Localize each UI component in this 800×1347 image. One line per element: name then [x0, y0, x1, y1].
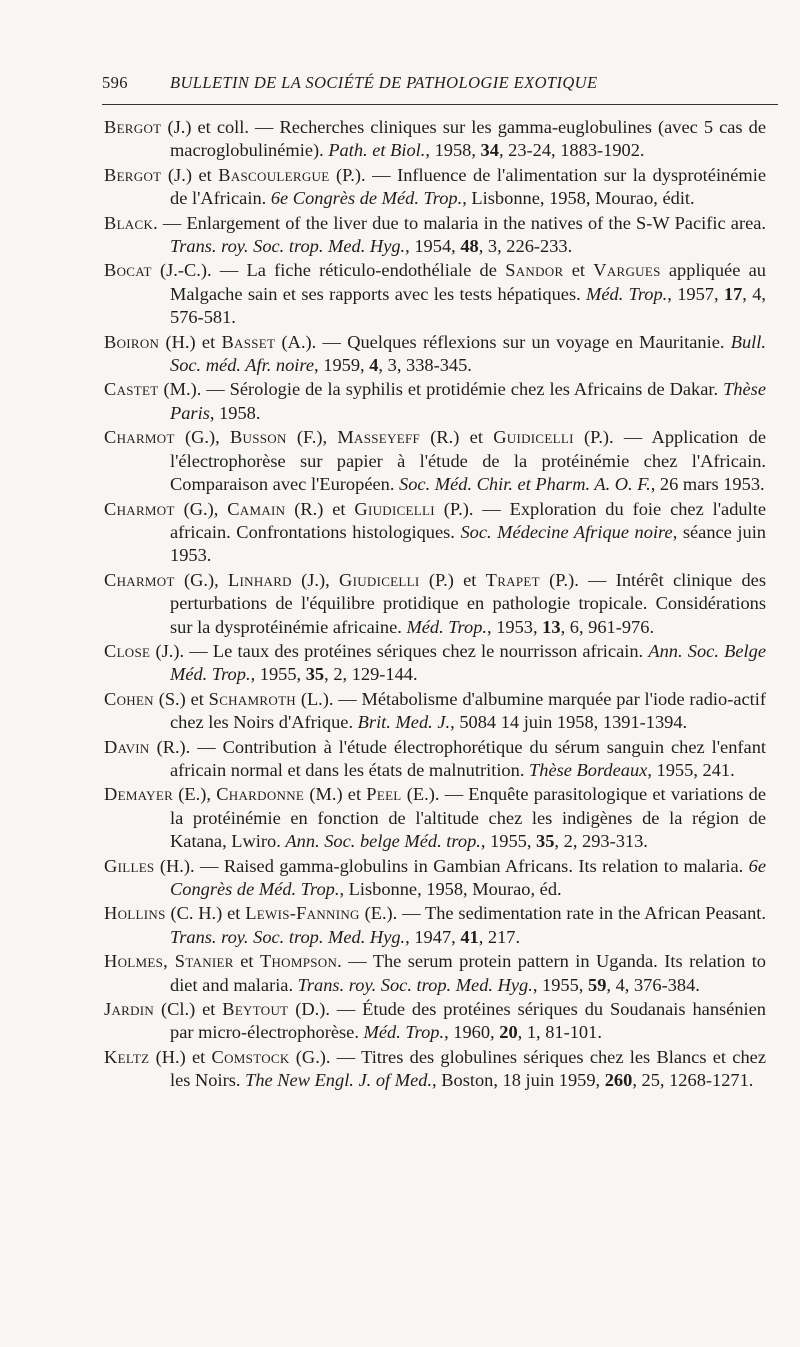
reference-text: , 1953,: [487, 616, 543, 637]
reference-text: , 217.: [478, 926, 521, 947]
journal-name: Thèse Paris: [170, 379, 766, 423]
reference-text: , 1958,: [425, 140, 481, 161]
author-name: Giudicelli: [339, 569, 420, 590]
reference-text: (G.),: [174, 498, 228, 519]
reference-entry: [104, 688, 766, 735]
author-name: Charmot: [104, 498, 175, 519]
reference-text: , 3, 226-233.: [478, 236, 573, 257]
author-name: Sandor: [505, 260, 564, 281]
reference-text: (P.). — Application de l'électrophorèse sur papier à l'étude de la protéinémie chez l'Africain. Comparaison avec l'Européen.: [170, 427, 766, 495]
author-name: Linhard: [227, 569, 292, 590]
reference-entry: [104, 640, 766, 687]
journal-name: Soc. Médecine Afrique noire: [460, 521, 673, 542]
reference-text: , 1958.: [209, 402, 261, 423]
author-name: Demayer: [104, 784, 174, 805]
author-name: Comstock: [211, 1046, 290, 1067]
author-name: Bergot: [104, 117, 162, 137]
reference-text: et: [563, 260, 594, 281]
running-header: [102, 73, 778, 93]
reference-entry: [104, 998, 766, 1045]
journal-name: Trans. roy. Soc. trop. Med. Hyg.: [297, 974, 533, 995]
author-name: Guidicelli: [493, 427, 574, 448]
reference-text: , 6, 961-976.: [560, 616, 655, 637]
reference-text: (L.). — Métabolisme d'albumine marquée par l'iode radio-actif chez les Noirs d'Afrique.: [170, 688, 766, 733]
reference-text: , 1955, 241.: [647, 759, 735, 780]
volume-number: 41: [460, 926, 479, 947]
reference-entry: [104, 783, 766, 853]
reference-text: (H.). — Raised gamma-globulins in Gambian Africans. Its relation to malaria.: [154, 855, 749, 876]
reference-text: , Lisbonne, 1958, Mourao, édit.: [462, 188, 695, 209]
reference-text: , 23-24, 1883-1902.: [498, 140, 645, 161]
author-name: Holmes, Stanier: [104, 951, 234, 972]
reference-text: . — Enlargement of the liver due to malaria in the natives of the S-W Pacific area.: [153, 212, 766, 233]
reference-text: (G.),: [174, 569, 228, 590]
volume-number: 4: [369, 355, 379, 376]
author-name: Giudicelli: [354, 498, 435, 519]
journal-name: Bull. Soc. méd. Afr. noire: [170, 331, 766, 376]
reference-text: , 26 mars 1953.: [650, 474, 765, 495]
reference-text: (M.) et: [304, 784, 367, 805]
reference-text: , 3, 338-345.: [378, 355, 472, 376]
reference-text: , séance juin 1953.: [170, 521, 767, 566]
author-name: Bocat: [104, 260, 152, 281]
reference-text: (J.) et coll. — Recherches cliniques sur les gamma-euglobulines (avec 5 cas de macroglobulinémie).: [161, 117, 766, 161]
reference-entry: [104, 569, 766, 639]
reference-text: (J.) et: [161, 164, 219, 185]
reference-text: , 2, 129-144.: [324, 664, 418, 685]
reference-text: (H.) et: [159, 331, 222, 352]
author-name: Schamroth: [208, 688, 296, 709]
reference-entry: [104, 164, 766, 211]
reference-text: , 1957,: [667, 283, 724, 304]
author-name: Thompson: [259, 951, 338, 972]
reference-entry: [104, 1046, 766, 1093]
volume-number: 35: [305, 664, 325, 685]
volume-number: 17: [723, 283, 743, 304]
reference-entry: [104, 498, 766, 568]
journal-name: Méd. Trop.: [363, 1022, 445, 1043]
reference-text: (J.). — Le taux des protéines sériques chez le nourrisson africain.: [150, 640, 649, 661]
reference-text: (E.). — The sedimentation rate in the African Peasant.: [359, 903, 766, 924]
journal-name: Trans. roy. Soc. trop. Med. Hyg.: [170, 236, 406, 257]
author-name: Camain: [227, 498, 286, 519]
reference-entry: [104, 378, 766, 425]
reference-text: , 1947,: [405, 926, 461, 947]
reference-text: , Boston, 18 juin 1959,: [432, 1070, 605, 1091]
author-name: Keltz: [104, 1046, 150, 1067]
reference-text: (E.). — Enquête parasitologique et variations de la protéinémie en fonction de l'altitude chez les indigènes de la région de Katana, Lwiro.: [170, 784, 767, 852]
author-name: Masseyeff: [337, 427, 421, 448]
reference-text: (P.). — Exploration du foie chez l'adulte africain. Confrontations histologiques.: [170, 498, 766, 542]
reference-text: (Cl.) et: [154, 999, 223, 1020]
author-name: Beytout: [222, 999, 289, 1020]
reference-text: (J.),: [291, 569, 339, 590]
reference-text: , 25, 1268-1271.: [632, 1070, 754, 1091]
reference-text: (R.) et: [285, 498, 355, 519]
author-name: Chardonne: [216, 784, 305, 805]
reference-text: (F.),: [286, 427, 338, 448]
volume-number: 34: [480, 140, 499, 161]
reference-text: , 4, 376-384.: [606, 974, 700, 995]
reference-text: (R.) et: [420, 427, 494, 448]
author-name: Trapet: [485, 569, 540, 590]
reference-entry: [104, 259, 766, 329]
reference-text: , 1955,: [480, 831, 537, 852]
reference-text: (E.),: [173, 784, 217, 805]
author-name: Busson: [229, 427, 287, 448]
author-name: Vargues: [593, 260, 661, 281]
reference-text: , Lisbonne, 1958, Mourao, éd.: [339, 879, 562, 899]
author-name: Charmot: [104, 569, 175, 590]
reference-text: , 1954,: [405, 236, 461, 257]
reference-text: , 4, 576-581.: [170, 283, 766, 328]
journal-name: 6e Congrès de Méd. Trop.: [170, 855, 766, 899]
journal-name: Trans. roy. Soc. trop. Med. Hyg.: [170, 926, 406, 947]
author-name: Black: [104, 212, 154, 233]
reference-text: , 2, 293-313.: [554, 831, 648, 852]
journal-name: The New Engl. J. of Med.: [245, 1070, 433, 1091]
volume-number: 20: [499, 1022, 518, 1043]
reference-entry: [104, 902, 766, 949]
volume-number: 260: [604, 1070, 633, 1091]
journal-name: Brit. Med. J.: [357, 712, 451, 733]
reference-entry: [104, 116, 766, 163]
reference-list: [104, 116, 766, 1094]
reference-entry: [104, 950, 766, 997]
journal-name: Soc. Méd. Chir. et Pharm. A. O. F.: [399, 474, 651, 495]
reference-text: (R.). — Contribution à l'étude électrophorétique du sérum sanguin chez l'enfant africain normal et dans les états de malnutrition.: [149, 736, 766, 780]
reference-text: (H.) et: [149, 1046, 212, 1067]
volume-number: 13: [542, 616, 561, 637]
reference-text: (J.-C.). — La fiche réticulo-endothéliale de: [151, 260, 506, 281]
journal-name: 6e Congrès de Méd. Trop.: [270, 188, 463, 209]
reference-text: (S.) et: [153, 688, 209, 709]
author-name: Charmot: [104, 427, 175, 448]
volume-number: 48: [460, 236, 479, 257]
page-number: 596: [102, 73, 128, 92]
author-name: Gilles: [104, 855, 155, 876]
reference-text: (A.). — Quelques réflexions sur un voyage en Mauritanie.: [275, 331, 731, 352]
reference-text: , 1955,: [532, 974, 588, 995]
reference-entry: [104, 426, 766, 496]
author-name: Bergot: [104, 164, 162, 185]
journal-name: Méd. Trop.: [406, 616, 487, 637]
journal-title: BULLETIN DE LA SOCIÉTÉ DE PATHOLOGIE EXOTIQUE: [170, 73, 598, 92]
reference-text: (G.),: [174, 427, 230, 448]
author-name: Close: [104, 640, 151, 661]
author-name: Jardin: [104, 999, 155, 1020]
reference-entry: [104, 331, 766, 378]
volume-number: 35: [536, 831, 555, 852]
author-name: Davin: [104, 736, 150, 757]
reference-text: (P.). — Influence de l'alimentation sur la dysprotéinémie de l'Africain.: [170, 164, 766, 209]
journal-name: Path. et Biol.: [328, 140, 426, 161]
reference-entry: [104, 855, 766, 902]
author-name: Bascoulergue: [218, 164, 330, 185]
reference-text: , 1955,: [250, 664, 306, 685]
reference-text: . — The serum protein pattern in Uganda. Its relation to diet and malaria.: [170, 951, 767, 995]
reference-text: , 1959,: [314, 355, 370, 376]
journal-name: Ann. Soc. belge Méd. trop.: [285, 831, 481, 852]
author-name: Basset: [221, 331, 276, 352]
reference-text: (P.) et: [419, 569, 486, 590]
volume-number: 59: [588, 974, 607, 995]
author-name: Cohen: [104, 688, 154, 709]
reference-text: (D.). — Étude des protéines sériques du Soudanais hansénien par micro-électrophorèse.: [170, 999, 766, 1043]
author-name: Lewis-Fanning: [245, 903, 360, 924]
author-name: Castet: [104, 379, 159, 400]
reference-entry: [104, 736, 766, 783]
reference-entry: [104, 212, 766, 259]
author-name: Boiron: [104, 331, 160, 352]
reference-text: , 1, 81-101.: [517, 1022, 602, 1043]
reference-text: (P.). — Intérêt clinique des perturbations de l'équilibre protidique en pathologie tropicale. Considérations sur la dysprotéinémie africaine.: [170, 569, 766, 637]
header-rule: [102, 104, 778, 105]
reference-text: (C. H.) et: [165, 903, 246, 924]
reference-text: , 1960,: [444, 1022, 500, 1043]
journal-name: Thèse Bordeaux: [529, 759, 648, 780]
journal-name: Méd. Trop.: [586, 283, 668, 304]
reference-text: et: [233, 951, 260, 972]
journal-name: Ann. Soc. Belge Méd. Trop.: [170, 640, 767, 685]
reference-text: appliquée au Malgache sain et ses rapports avec les tests hépatiques.: [170, 260, 767, 304]
reference-text: , 5084 14 juin 1958, 1391-1394.: [450, 712, 688, 733]
author-name: Hollins: [104, 903, 166, 924]
reference-text: (M.). — Sérologie de la syphilis et protidémie chez les Africains de Dakar.: [158, 379, 724, 400]
author-name: Peel: [366, 784, 402, 805]
reference-text: (G.). — Titres des globulines sériques chez les Blancs et chez les Noirs.: [170, 1046, 766, 1091]
